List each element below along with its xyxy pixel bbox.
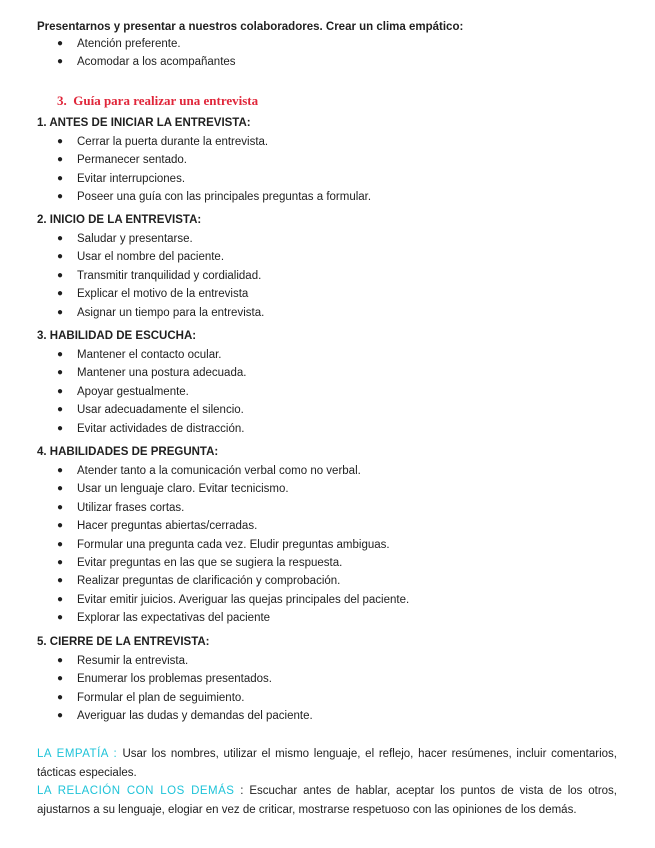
bullet-icon: ● [57,367,64,379]
relacion-keyword: LA RELACIÓN CON LOS DEMÁS [37,785,235,797]
bullet-icon: ● [57,465,64,476]
bullet-icon: ● [57,710,64,722]
list-item: ● Enumerar los problemas presentados. [0,670,600,688]
list-item: ● Explorar las expectativas del paciente [0,609,600,627]
bullet-icon: ● [57,306,64,318]
list-item: ● Evitar emitir juicios. Averiguar las quejas principales del paciente. [0,591,600,609]
bullet-icon: ● [57,422,64,434]
bullet-icon: ● [57,385,64,397]
bullet-icon: ● [57,575,64,587]
bullet-icon: ● [57,538,64,550]
empatia-text: Usar los nombres, utilizar el mismo lenguaje, el reflejo, hacer resúmenes, incluir comentarios, tácticas especiales. [37,748,617,779]
bullet-icon: ● [57,172,64,184]
bullet-icon: ● [57,483,64,495]
list-item: ● Mantener una postura adecuada. [0,364,600,382]
empatia-keyword: LA EMPATÍA [37,748,109,760]
list-item: ● Formular el plan de seguimiento. [0,689,600,707]
relacion-text: Escuchar antes de hablar, aceptar los puntos de vista de los otros, ajustarnos a su lenguaje, elogiar en vez de criticar, mostrarse respetuoso con las opiniones de los demás. [37,785,617,816]
section-list [0,133,600,207]
list-item: ● Explicar el motivo de la entrevista [0,285,600,303]
intro-list [0,35,600,72]
list-item: ● Transmitir tranquilidad y cordialidad. [0,267,600,285]
empatia-paragraph: LA EMPATÍA : Usar los nombres, utilizar el mismo lenguaje, el reflejo, hacer resúmenes, incluir comentarios, tácticas especiales. [37,748,617,779]
bullet-icon: ● [57,673,64,685]
section-heading: 5. CIERRE DE LA ENTREVISTA: [37,636,210,648]
bullet-icon: ● [57,593,64,605]
bullet-icon: ● [57,154,64,166]
list-item: ● Mantener el contacto ocular. [0,346,600,364]
list-item: ● Apoyar gestualmente. [0,383,600,401]
list-item: ● Utilizar frases cortas. [0,499,600,517]
bullet-icon: ● [57,349,64,360]
section-heading: 2. INICIO DE LA ENTREVISTA: [37,214,202,226]
bullet-icon: ● [57,404,64,416]
list-item: ● Saludar y presentarse. [0,230,600,248]
relacion-paragraph: LA RELACIÓN CON LOS DEMÁS : Escuchar antes de hablar, aceptar los puntos de vista de los otros, ajustarnos a su lenguaje, elogiar en vez de criticar, mostrarse respetuoso con las opiniones de los demás. [37,785,617,816]
list-item: ● Cerrar la puerta durante la entrevista. [0,133,600,151]
list-item: ● Formular una pregunta cada vez. Eludir preguntas ambiguas. [0,536,600,554]
section-list [0,346,600,438]
bullet-icon: ● [57,288,64,300]
list-item: ● Usar un lenguaje claro. Evitar tecnicismo. [0,480,600,498]
bullet-icon: ● [57,655,64,666]
list-item: ● Evitar interrupciones. [0,170,600,188]
section-heading: 1. ANTES DE INICIAR LA ENTREVISTA: [37,117,251,129]
bullet-icon: ● [57,269,64,281]
section-list [0,462,600,628]
bullet-icon: ● [57,233,64,244]
list-item: ● Usar adecuadamente el silencio. [0,401,600,419]
guide-number: 3. [57,93,67,108]
list-item: ● Resumir la entrevista. [0,652,600,670]
list-item: ● Realizar preguntas de clarificación y comprobación. [0,572,600,590]
bullet-icon: ● [57,56,64,68]
bullet-icon: ● [57,612,64,624]
section-heading: 4. HABILIDADES DE PREGUNTA: [37,446,219,458]
list-item: ● Evitar actividades de distracción. [0,420,600,438]
bullet-icon: ● [57,556,64,568]
intro-heading: Presentarnos y presentar a nuestros colaboradores. Crear un clima empático: [37,21,464,33]
section-list [0,652,600,726]
section-heading: 3. HABILIDAD DE ESCUCHA: [37,330,197,342]
bullet-icon: ● [57,501,64,513]
section-list [0,230,600,322]
list-item: ● Usar el nombre del paciente. [0,248,600,266]
guide-title-text: Guía para realizar una entrevista [73,93,259,108]
bullet-icon: ● [57,191,64,203]
bullet-icon: ● [57,251,64,263]
list-item: ● Evitar preguntas en las que se sugiera la respuesta. [0,554,600,572]
bullet-icon: ● [57,520,64,532]
list-item: ● Asignar un tiempo para la entrevista. [0,304,600,322]
list-item: ● Poseer una guía con las principales preguntas a formular. [0,188,600,206]
list-item: ● Atender tanto a la comunicación verbal como no verbal. [0,462,600,480]
bullet-icon: ● [57,691,64,703]
bullet-icon: ● [57,136,64,147]
list-item: ● Atención preferente. [0,35,600,53]
bullet-icon: ● [57,38,64,49]
list-item: ● Acomodar a los acompañantes [0,53,600,71]
list-item: ● Averiguar las dudas y demandas del paciente. [0,707,600,725]
list-item: ● Hacer preguntas abiertas/cerradas. [0,517,600,535]
list-item: ● Permanecer sentado. [0,151,600,169]
guide-title [57,93,258,109]
